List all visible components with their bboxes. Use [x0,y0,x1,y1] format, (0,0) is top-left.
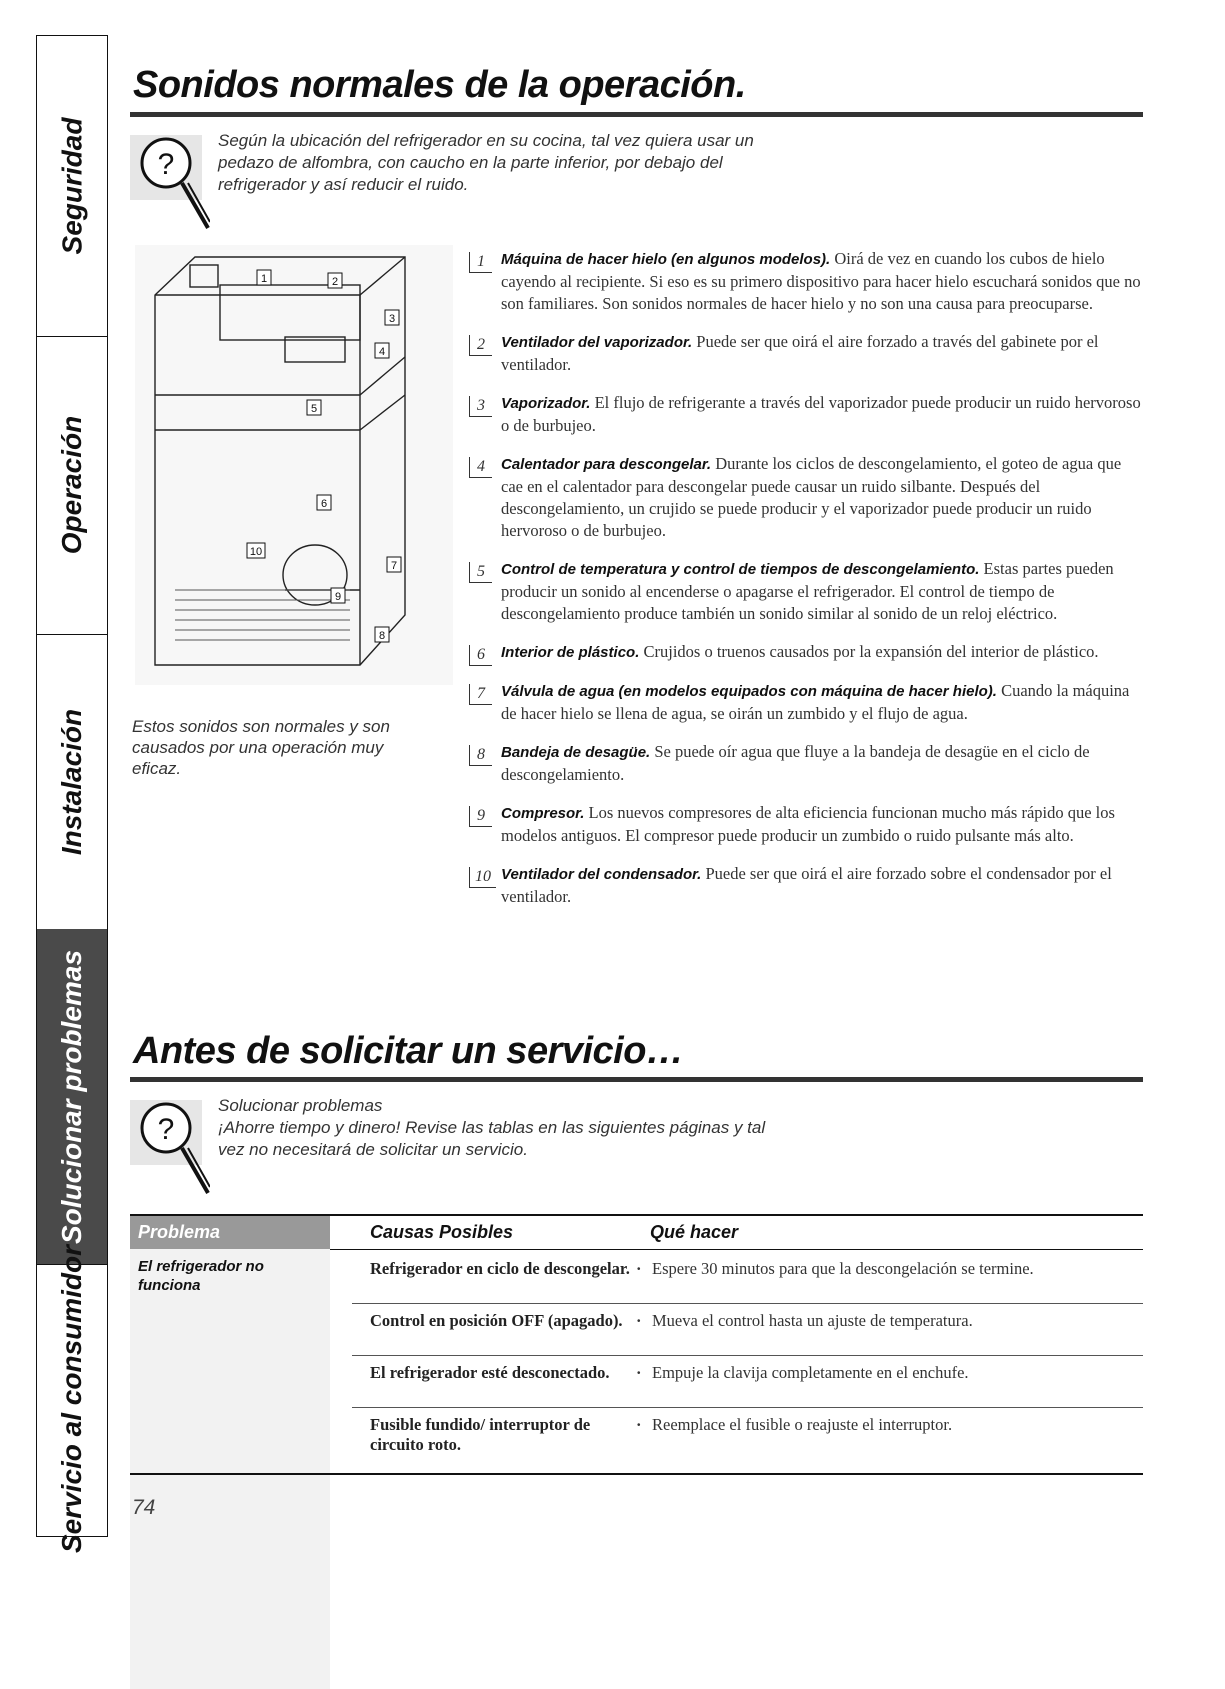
sound-item: 4 Calentador para descongelar. Durante los ciclos de descongelamiento, el goteo de agua que cae en el calentador para descongelar puede causar un ruido silbante. Después del descongelamiento, un crujido se puede producir y el vaporizador puede producir un ruido hervoroso o de burbujeo. [467,453,1147,542]
tip-text [218,1095,778,1161]
tip-body: ¡Ahorre tiempo y dinero! Revise las tablas en las siguientes páginas y tal vez no necesitará de solicitar un servicio. [218,1118,766,1159]
sound-item: 6 Interior de plástico. Crujidos o truenos causados por la expansión del interior de plástico. [467,641,1147,664]
sound-item: 7 Válvula de agua (en modelos equipados con máquina de hacer hielo). Cuando la máquina de hacer hielo se llena de agua, se oirán un zumbido y el flujo de agua. [467,680,1147,725]
fix-cell: · Mueva el control hasta un ajuste de temperatura. [652,1311,1152,1331]
diagram-label: 4 [378,346,386,358]
table-header [130,1214,1143,1250]
table-row [352,1252,1143,1304]
side-tab-operacion[interactable]: Operación [37,336,107,635]
side-tab-instalacion[interactable]: Instalación [37,634,107,930]
refrigerator-diagram [135,245,453,685]
problem-text: El refrigerador no funciona [138,1258,264,1294]
cause-cell: Control en posición OFF (apagado). [370,1311,623,1330]
diagram-label: 7 [390,560,398,572]
section-title-sounds: Sonidos normales de la operación. [133,64,746,106]
table-row [352,1356,1143,1408]
sound-item: 9 Compresor. Los nuevos compresores de alta eficiencia funcionan mucho más rápido que los modelos antiguos. El compresor puede producir un zumbido o ruido pulsante más alto. [467,802,1147,847]
cause-cell: Refrigerador en ciclo de descongelar. [370,1259,630,1278]
sound-item: 1 Máquina de hacer hielo (en algunos modelos). Oirá de vez en cuando los cubos de hielo cayendo al recipiente. Si eso es su primero dispositivo para hacer hielo escuchará sonidos que no son familiares. Son sonidos normales de hacer hielo y no son una causa para preocuparse. [467,248,1147,315]
diagram-label: 6 [320,498,328,510]
header-fix: Qué hacer [650,1222,739,1242]
sound-item: 5 Control de temperatura y control de tiempos de descongelamiento. Estas partes pueden producir un sonido al encenderse o apagarse el refrigerador. El control de tiempo de descongelamiento produce también un sonido similar al sonido de un reloj eléctrico. [467,558,1147,625]
tip-block [130,1095,830,1205]
diagram-label: 3 [388,313,396,325]
question-magnifier-icon [130,1095,210,1195]
diagram-label: 9 [334,591,342,603]
svg-text:?: ? [157,1113,175,1146]
header-causes: Causas Posibles [370,1222,514,1242]
diagram-label: 10 [249,546,263,558]
svg-text:?: ? [157,148,175,181]
fix-cell: · Empuje la clavija completamente en el enchufe. [652,1363,1152,1383]
table-bottom-rule [130,1473,1143,1475]
side-tab-servicio-consumidor[interactable]: Servicio al consumidor [56,1244,88,1554]
table-body [130,1250,1143,1459]
diagram-label: 5 [310,403,318,415]
diagram-label: 8 [378,630,386,642]
cause-cell: Fusible fundido/ interruptor de circuito roto. [370,1415,591,1454]
troubleshooting-table [130,1214,1143,1459]
diagram-label: 1 [260,273,268,285]
section-title-service: Antes de solicitar un servicio… [133,1030,684,1072]
sound-item: 8 Bandeja de desagüe. Se puede oír agua que fluye a la bandeja de desagüe en el ciclo de descongelamiento. [467,741,1147,786]
fix-cell: · Espere 30 minutos para que la descongelación se termine. [652,1259,1152,1279]
tip-heading: Solucionar problemas [218,1096,383,1115]
side-tab-solucionar-problemas[interactable]: Solucionar problemas [37,929,107,1265]
sound-item: 3 Vaporizador. El flujo de refrigerante a través del vaporizador puede producir un ruido hervoroso o de burbujeo. [467,392,1147,437]
page-number: 74 [132,1496,156,1519]
sounds-list [467,248,1147,924]
tip-block [130,130,830,240]
question-magnifier-icon [130,130,210,230]
sound-item: 2 Ventilador del vaporizador. Puede ser que oirá el aire forzado a través del gabinete por el ventilador. [467,331,1147,376]
cause-cell: El refrigerador esté desconectado. [370,1363,610,1382]
header-problem: Problema [130,1216,330,1249]
sound-item: 10 Ventilador del condensador. Puede ser que oirá el aire forzado sobre el condensador por el ventilador. [467,863,1147,908]
section-rule [130,1077,1143,1082]
fix-cell: · Reemplace el fusible o reajuste el interruptor. [652,1415,1152,1435]
tip-text: Según la ubicación del refrigerador en su cocina, tal vez quiera usar un pedazo de alfombra, con caucho en la parte inferior, por debajo del refrigerador y así reducir el ruido. [218,131,754,194]
table-row [352,1408,1143,1459]
section-rule [130,112,1143,117]
diagram-label: 2 [331,276,339,288]
side-tab-seguridad[interactable]: Seguridad [37,36,107,337]
table-row [352,1304,1143,1356]
diagram-caption: Estos sonidos son normales y son causados por una operación muy eficaz. [132,717,390,778]
side-tab-bar [36,35,108,1554]
